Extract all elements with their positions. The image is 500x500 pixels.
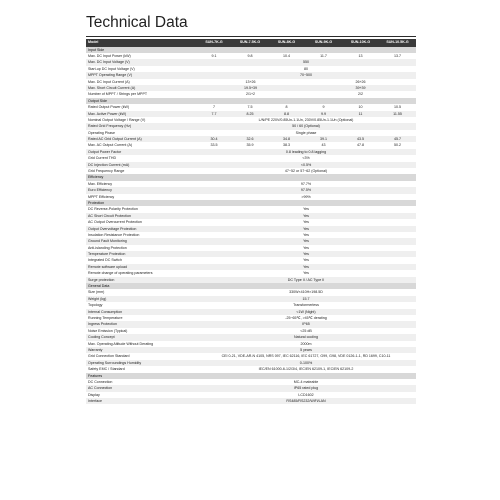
spec-label: AC Output Overcurrent Protection bbox=[88, 220, 142, 225]
spec-label: Anti-islanding Protection bbox=[88, 245, 127, 250]
spec-value: L/N/PE 220V/0.85Un-1.1Un, 230V/0.85Un-1.1Un (Optional) bbox=[258, 117, 354, 122]
page-title: Technical Data bbox=[86, 14, 188, 31]
spec-label: Rated AC Grid Output Current (A) bbox=[88, 137, 142, 142]
spec-value-cell: 7.5 bbox=[247, 105, 253, 110]
spec-label: Max. Efficiency bbox=[88, 181, 113, 186]
spec-value-cell: 9 bbox=[322, 105, 325, 110]
spec-value: RS485/RS232/WiFi/LAN bbox=[286, 399, 326, 404]
spec-value-cell: 30.4 bbox=[210, 137, 218, 142]
spec-value-cell: 8.25 bbox=[246, 111, 254, 116]
spec-value: <0.5% bbox=[300, 162, 312, 167]
spec-label: Rated Grid Frequency (Hz) bbox=[88, 124, 132, 129]
header-model-cell: SUN-8K-G bbox=[277, 40, 296, 44]
section-title: Features bbox=[88, 373, 103, 378]
spec-value: <1W (Night) bbox=[296, 309, 316, 314]
spec-label: Output Overvoltage Protection bbox=[88, 226, 137, 231]
spec-label: MPPT Operating Range (V) bbox=[88, 73, 133, 78]
spec-value: Yes bbox=[303, 271, 309, 276]
spec-value: IEC/EN 61000-6-1/2/3/4, IEC/EN 62109-1, IEC/EN 62109-2 bbox=[258, 367, 354, 372]
spec-value-cell: 34.8 bbox=[283, 137, 290, 142]
spec-value-cell: 13+26 bbox=[245, 79, 256, 84]
spec-label: Surge protection bbox=[88, 277, 115, 282]
spec-value: 330W×410H×198.5D bbox=[289, 290, 323, 295]
table-header-row bbox=[86, 39, 416, 47]
spec-value: Yes bbox=[303, 213, 309, 218]
spec-value: <3% bbox=[302, 156, 310, 161]
spec-value: CEI 0-21, VDE-AR-N 4105, NRS 097, IEC 62116, IEC 61727, G99, G98, VDE 0126-1-1, RD 1699, C10-11 bbox=[221, 354, 391, 359]
header-model-cell: SUN-10K-G bbox=[350, 40, 371, 44]
spec-value-cell: 2/1+2 bbox=[245, 92, 256, 97]
spec-label: Grid Frequency Range bbox=[88, 169, 125, 174]
spec-value: 70~500 bbox=[299, 73, 313, 78]
spec-label: Ingress Protection bbox=[88, 322, 117, 327]
spec-value: 0-100% bbox=[299, 360, 313, 365]
spec-label: Max. Operating Altitude Without Derating bbox=[88, 341, 154, 346]
spec-label: Insulation Resistance Protection bbox=[88, 232, 140, 237]
spec-label: Euro Efficiency bbox=[88, 188, 112, 193]
spec-value-cell: 35.9 bbox=[246, 143, 254, 148]
spec-value-cell: 43 bbox=[321, 143, 326, 148]
spec-value-cell: 7 bbox=[213, 105, 215, 110]
spec-value: >99% bbox=[301, 194, 311, 199]
spec-label: Nominal Output Voltage / Range (V) bbox=[88, 117, 146, 122]
spec-value: Yes bbox=[303, 264, 309, 269]
spec-value-cell: 9.9 bbox=[321, 111, 326, 116]
spec-value: 47~52 or 57~62 (Optional) bbox=[284, 169, 328, 174]
spec-label: Start-up DC Input Voltage (V) bbox=[88, 66, 135, 71]
spec-label: AC Connection bbox=[88, 386, 113, 391]
spec-label: Max. Short Circuit Current (A) bbox=[88, 85, 136, 90]
section-title: Efficiency bbox=[88, 175, 104, 180]
spec-value: Yes bbox=[303, 226, 309, 231]
spec-value: Yes bbox=[303, 245, 309, 250]
spec-value-cell: 38.3 bbox=[283, 143, 290, 148]
spec-value-cell: 9.8 bbox=[247, 53, 253, 58]
spec-label: MPPT Efficiency bbox=[88, 194, 115, 199]
spec-label: Operating Phase bbox=[88, 130, 115, 135]
spec-label: Grid Connection Standard bbox=[88, 354, 130, 359]
spec-label: Warranty bbox=[88, 347, 103, 352]
header-model-cell: SUN-9K-G bbox=[314, 40, 333, 44]
spec-value-cell: 43.5 bbox=[357, 137, 364, 142]
header-model-cell: SUN-7.5K-G bbox=[239, 40, 261, 44]
spec-value: IP65 bbox=[302, 322, 310, 327]
spec-value: 0.8 leading to 0.8 lagging bbox=[285, 149, 327, 154]
spec-value: 550 bbox=[303, 60, 309, 65]
spec-value: Yes bbox=[303, 258, 309, 263]
spec-label: DC Reverse-Polarity Protection bbox=[88, 207, 138, 212]
spec-value-cell: 13 bbox=[358, 53, 363, 58]
spec-value: Transformerless bbox=[293, 303, 319, 308]
spec-label: Grid Current THD bbox=[88, 156, 117, 161]
spec-value-cell: 33.5 bbox=[210, 143, 218, 148]
spec-label: DC Injection Current (mA) bbox=[88, 162, 130, 167]
spec-value-cell: 10.5 bbox=[394, 105, 401, 110]
spec-label: DC Connection bbox=[88, 379, 113, 384]
title-divider bbox=[86, 36, 416, 37]
spec-value: Natural cooling bbox=[294, 335, 318, 340]
spec-label: Temperature Protection bbox=[88, 252, 126, 257]
spec-value: MC-4 mateable bbox=[293, 379, 319, 384]
spec-value: -25~65℃, >45℃ derating bbox=[285, 316, 327, 320]
spec-value: DC Type II / AC Type II bbox=[287, 277, 325, 282]
spec-value: Yes bbox=[303, 252, 309, 257]
spec-value: Single phase bbox=[295, 130, 317, 135]
spec-value: LCD1602 bbox=[298, 392, 314, 397]
spec-value-cell: 11.55 bbox=[393, 111, 402, 116]
spec-label: Safety EMC / Standard bbox=[88, 367, 125, 372]
spec-label: AC Short Circuit Protection bbox=[88, 213, 131, 218]
spec-value: 5 years bbox=[300, 347, 312, 352]
header-model-cell: SUN-7K-G bbox=[205, 40, 223, 44]
spec-label: Integrated DC Switch bbox=[88, 258, 122, 263]
spec-value-cell: 7.7 bbox=[211, 111, 217, 116]
spec-label: Weight (kg) bbox=[88, 296, 107, 301]
spec-label: Max. Active Power (kW) bbox=[88, 111, 127, 116]
spec-label: Remote change of operating parameters bbox=[88, 271, 153, 276]
spec-value-cell: 50.2 bbox=[394, 143, 401, 148]
spec-value-cell: 47.8 bbox=[357, 143, 364, 148]
spec-label: Internal Consumption bbox=[88, 309, 123, 314]
section-title: General Data bbox=[88, 284, 110, 289]
spec-label: Rated Output Power (kW) bbox=[88, 105, 130, 110]
spec-label: Max. DC Input Voltage (V) bbox=[88, 60, 130, 65]
spec-value-cell: 2/2 bbox=[358, 92, 363, 97]
spec-label: Noise Emission (Typical) bbox=[88, 328, 128, 333]
spec-label: Max. AC Output Current (A) bbox=[88, 143, 133, 148]
header-model-cell: SUN-10.5K-G bbox=[386, 40, 409, 44]
spec-value: IP65 rated plug bbox=[293, 386, 319, 391]
section-title: Input Side bbox=[88, 47, 105, 52]
spec-value: Yes bbox=[303, 220, 309, 225]
spec-label: Topology bbox=[88, 303, 103, 308]
spec-value: 15.7 bbox=[302, 296, 310, 301]
spec-value: 80 bbox=[304, 66, 308, 71]
spec-value: Yes bbox=[303, 207, 309, 212]
spec-table bbox=[86, 39, 416, 404]
spec-value: 97.5% bbox=[300, 188, 312, 193]
spec-value-cell: 39+39 bbox=[355, 85, 366, 90]
spec-value-cell: 13.7 bbox=[394, 53, 401, 58]
header-model-label: Model bbox=[88, 40, 99, 44]
spec-label: Max. DC Input Power (kW) bbox=[88, 53, 131, 58]
spec-label: Output Power Factor bbox=[88, 149, 122, 154]
spec-label: Running Temperature bbox=[88, 316, 123, 320]
spec-value-cell: 32.6 bbox=[246, 137, 254, 142]
spec-value-cell: 45.7 bbox=[394, 137, 401, 142]
spec-value: Yes bbox=[303, 239, 309, 244]
spec-value: Yes bbox=[303, 232, 309, 237]
section-title: Output Side bbox=[88, 98, 107, 103]
spec-value-cell: 10.4 bbox=[283, 53, 290, 58]
spec-value-cell: 8 bbox=[285, 105, 288, 110]
spec-rows bbox=[86, 47, 416, 405]
spec-value-cell: 11.7 bbox=[320, 53, 327, 58]
spec-label: Number of MPPT / Strings per MPPT bbox=[88, 92, 148, 97]
spec-value: 2000m bbox=[300, 341, 312, 346]
spec-value-cell: 10 bbox=[358, 105, 363, 110]
spec-label: Size (mm) bbox=[88, 290, 105, 295]
spec-value: 50 / 60 (Optional) bbox=[292, 124, 320, 129]
spec-label: Cooling Concept bbox=[88, 335, 115, 340]
spec-value-cell: 39.1 bbox=[320, 137, 327, 142]
spec-label: Remote software upload bbox=[88, 264, 127, 269]
spec-value: 97.7% bbox=[300, 181, 312, 186]
spec-label: Ground Fault Monitoring bbox=[88, 239, 127, 244]
spec-value-cell: 8.8 bbox=[284, 111, 289, 116]
spec-value: <25 dB bbox=[300, 328, 312, 333]
spec-value-cell: 11 bbox=[358, 111, 363, 116]
spec-value-cell: 19.5+39 bbox=[243, 85, 258, 90]
table-row bbox=[86, 398, 416, 404]
spec-value-cell: 9.1 bbox=[211, 53, 217, 58]
spec-label: Display bbox=[88, 392, 100, 397]
spec-value-cell: 26+26 bbox=[355, 79, 366, 84]
section-title: Protection bbox=[88, 200, 105, 205]
spec-label: Max. DC Input Current (A) bbox=[88, 79, 130, 84]
spec-label: Operating Surroundings Humidity bbox=[88, 360, 142, 365]
spec-label: Interface bbox=[88, 399, 102, 404]
